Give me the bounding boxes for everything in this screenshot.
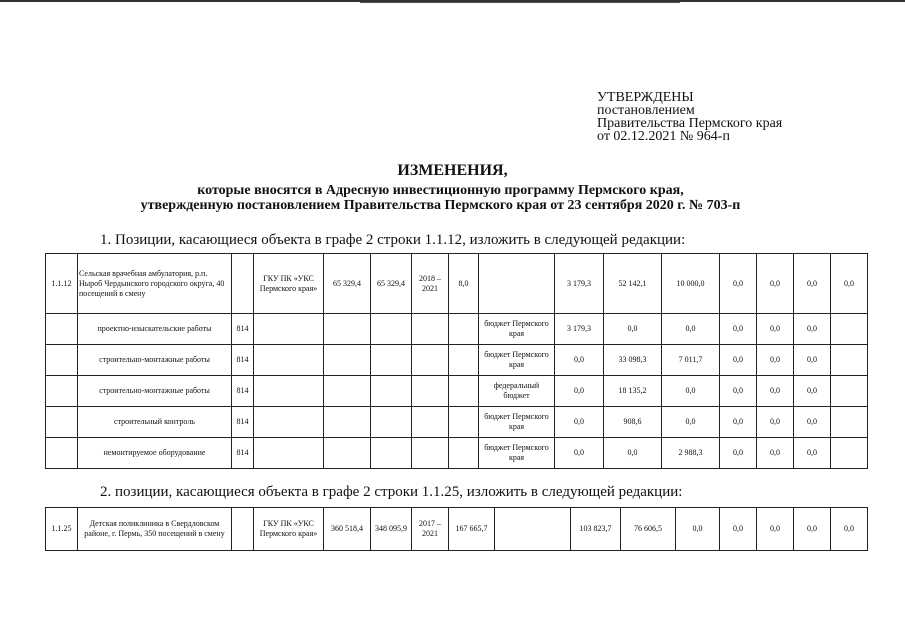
- cell-value-5: 0,0: [757, 508, 794, 551]
- section-2-heading: 2. позиции, касающиеся объекта в графе 2 строки 1.1.25, изложить в следующей редакции:: [100, 484, 683, 500]
- cell-cost-2: [371, 376, 412, 407]
- cell-work-name: проектно-изыскательские работы: [78, 314, 232, 345]
- cell-source: бюджет Пермского края: [479, 438, 555, 469]
- cell-value-7: [831, 438, 868, 469]
- cell-value-5: 0,0: [757, 376, 794, 407]
- cell-cost-1: [324, 438, 371, 469]
- approval-stamp: [597, 91, 782, 143]
- cell-cost-2: [371, 345, 412, 376]
- cell-period: 2017 – 2021: [412, 508, 449, 551]
- table-1: [45, 253, 868, 469]
- cell-period: [412, 345, 449, 376]
- cell-period: [412, 438, 449, 469]
- cell-cost-1: 360 518,4: [324, 508, 371, 551]
- cell-value-4: 0,0: [720, 407, 757, 438]
- cell-number: [46, 345, 78, 376]
- cell-code: 814: [232, 438, 254, 469]
- cell-value-3: 0,0: [662, 314, 720, 345]
- cell-value-6: 0,0: [794, 314, 831, 345]
- cell-value-1: 3 179,3: [555, 314, 604, 345]
- cell-value-2: 908,6: [604, 407, 662, 438]
- cell-capacity: [449, 376, 479, 407]
- cell-customer: [254, 314, 324, 345]
- cell-value-6: 0,0: [794, 508, 831, 551]
- cell-value-3: 7 011,7: [662, 345, 720, 376]
- cell-value-3: 2 988,3: [662, 438, 720, 469]
- cell-object-name: Сельская врачебная амбулатория, р.п. Ныроб Чердынского городского округа, 40 посещений в смену: [78, 254, 232, 314]
- cell-value-2: 0,0: [604, 438, 662, 469]
- cell-value-6: 0,0: [794, 254, 831, 314]
- cell-code: 814: [232, 376, 254, 407]
- table-2-main-row: [46, 508, 868, 551]
- cell-value-6: 0,0: [794, 376, 831, 407]
- cell-number: 1.1.25: [46, 508, 78, 551]
- cell-value-5: 0,0: [757, 438, 794, 469]
- cell-value-1: 3 179,3: [555, 254, 604, 314]
- table-row: [46, 407, 868, 438]
- cell-value-5: 0,0: [757, 314, 794, 345]
- cell-work-name: строительный контроль: [78, 407, 232, 438]
- cell-value-1: 0,0: [555, 407, 604, 438]
- section-1-heading: 1. Позиции, касающиеся объекта в графе 2 строки 1.1.12, изложить в следующей редакции:: [100, 232, 686, 248]
- cell-value-2: 0,0: [604, 314, 662, 345]
- cell-cost-2: [371, 407, 412, 438]
- top-border-line-secondary: [360, 2, 680, 3]
- cell-source: бюджет Пермского края: [479, 345, 555, 376]
- cell-cost-1: 65 329,4: [324, 254, 371, 314]
- cell-value-3: 0,0: [662, 407, 720, 438]
- cell-customer: [254, 407, 324, 438]
- table-row: [46, 314, 868, 345]
- cell-work-name: строительно-монтажные работы: [78, 345, 232, 376]
- cell-value-4: 0,0: [720, 438, 757, 469]
- cell-cost-1: [324, 345, 371, 376]
- cell-code: 814: [232, 345, 254, 376]
- cell-period: [412, 407, 449, 438]
- cell-number: [46, 438, 78, 469]
- document-subtitle-1: которые вносятся в Адресную инвестиционную программу Пермского края,: [197, 183, 684, 198]
- cell-source: [495, 508, 571, 551]
- table-2: [45, 507, 868, 551]
- cell-value-1: 0,0: [555, 376, 604, 407]
- cell-capacity: 8,0: [449, 254, 479, 314]
- table-row: [46, 438, 868, 469]
- cell-value-2: 18 135,2: [604, 376, 662, 407]
- cell-object-name: Детская поликлиника в Свердловском районе, г. Пермь, 350 посещений в смену: [78, 508, 232, 551]
- cell-period: [412, 376, 449, 407]
- cell-value-4: 0,0: [720, 254, 757, 314]
- cell-value-1: 0,0: [555, 345, 604, 376]
- cell-capacity: [449, 314, 479, 345]
- table-1-main-row: [46, 254, 868, 314]
- cell-number: [46, 407, 78, 438]
- cell-work-name: немонтируемое оборудование: [78, 438, 232, 469]
- cell-work-name: строительно-монтажные работы: [78, 376, 232, 407]
- cell-value-7: [831, 407, 868, 438]
- cell-capacity: [449, 345, 479, 376]
- cell-period: 2018 – 2021: [412, 254, 449, 314]
- approval-line-2: постановлением: [597, 103, 695, 118]
- cell-value-7: [831, 345, 868, 376]
- cell-value-2: 76 606,5: [621, 508, 676, 551]
- cell-value-4: 0,0: [720, 345, 757, 376]
- table-row: [46, 345, 868, 376]
- cell-customer: [254, 345, 324, 376]
- cell-value-1: 103 823,7: [571, 508, 621, 551]
- cell-value-4: 0,0: [720, 508, 757, 551]
- cell-number: [46, 314, 78, 345]
- cell-value-4: 0,0: [720, 314, 757, 345]
- cell-value-3: 0,0: [662, 376, 720, 407]
- document-subtitle-2: утвержденную постановлением Правительства Пермского края от 23 сентября 2020 г. № 703-п: [140, 198, 741, 213]
- cell-cost-1: [324, 407, 371, 438]
- cell-period: [412, 314, 449, 345]
- cell-customer: [254, 438, 324, 469]
- cell-value-7: 0,0: [831, 508, 868, 551]
- cell-cost-2: 65 329,4: [371, 254, 412, 314]
- cell-value-3: 0,0: [676, 508, 720, 551]
- cell-value-5: 0,0: [757, 345, 794, 376]
- cell-cost-1: [324, 314, 371, 345]
- cell-value-6: 0,0: [794, 438, 831, 469]
- cell-customer: ГКУ ПК «УКС Пермского края»: [254, 508, 324, 551]
- cell-value-2: 52 142,1: [604, 254, 662, 314]
- cell-value-7: [831, 376, 868, 407]
- cell-code: [232, 508, 254, 551]
- cell-value-3: 10 000,0: [662, 254, 720, 314]
- approval-line-3: Правительства Пермского края: [597, 116, 783, 131]
- cell-value-1: 0,0: [555, 438, 604, 469]
- cell-source: бюджет Пермского края: [479, 314, 555, 345]
- cell-value-6: 0,0: [794, 407, 831, 438]
- cell-value-7: 0,0: [831, 254, 868, 314]
- cell-value-5: 0,0: [757, 407, 794, 438]
- cell-value-2: 33 098,3: [604, 345, 662, 376]
- cell-cost-2: 348 095,9: [371, 508, 412, 551]
- table-row: [46, 376, 868, 407]
- cell-value-5: 0,0: [757, 254, 794, 314]
- cell-number: 1.1.12: [46, 254, 78, 314]
- cell-customer: ГКУ ПК «УКС Пермского края»: [254, 254, 324, 314]
- cell-value-6: 0,0: [794, 345, 831, 376]
- cell-cost-2: [371, 438, 412, 469]
- cell-cost-2: [371, 314, 412, 345]
- cell-value-4: 0,0: [720, 376, 757, 407]
- cell-code: 814: [232, 407, 254, 438]
- cell-source: [479, 254, 555, 314]
- cell-number: [46, 376, 78, 407]
- cell-capacity: [449, 438, 479, 469]
- cell-capacity: [449, 407, 479, 438]
- cell-customer: [254, 376, 324, 407]
- cell-source: бюджет Пермского края: [479, 407, 555, 438]
- approval-line-1: УТВЕРЖДЕНЫ: [597, 90, 694, 105]
- cell-cost-1: [324, 376, 371, 407]
- approval-line-4: от 02.12.2021 № 964-п: [597, 129, 730, 144]
- document-title: ИЗМЕНЕНИЯ,: [397, 162, 508, 179]
- cell-code: 814: [232, 314, 254, 345]
- cell-value-7: [831, 314, 868, 345]
- cell-capacity: 167 665,7: [449, 508, 495, 551]
- cell-code: [232, 254, 254, 314]
- cell-source: федеральный бюджет: [479, 376, 555, 407]
